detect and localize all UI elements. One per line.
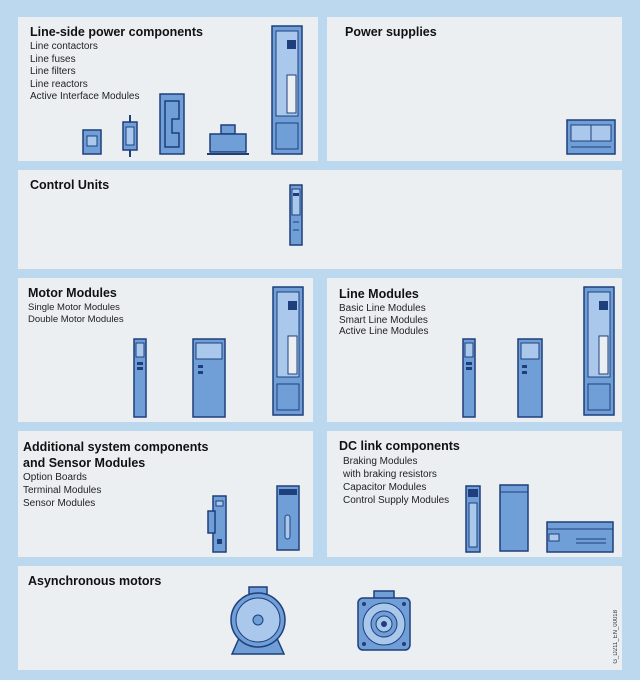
panel-line-side [18, 17, 318, 161]
braking-module-icon [465, 485, 481, 553]
figure-code: G_D211_EN_00018 [613, 610, 619, 664]
panel-title: Asynchronous motors [28, 574, 162, 588]
item-list [28, 302, 124, 325]
panel-line-modules [327, 278, 622, 422]
control-supply-module-icon [546, 521, 614, 553]
list-item: Terminal Modules [23, 484, 102, 496]
single-motor-module-icon [133, 338, 147, 418]
list-item: Capacitor Modules [343, 482, 427, 493]
list-item: Active Interface Modules [30, 91, 140, 103]
panel-title: Additional system components and Sensor Modules [23, 440, 209, 470]
item-list [23, 472, 101, 510]
list-item: Line fuses [30, 53, 76, 65]
list-item: Control Supply Modules [343, 495, 450, 506]
list-item: Line reactors [30, 78, 88, 90]
list-item: Smart Line Modules [339, 314, 428, 326]
item-list [343, 455, 449, 507]
capacitor-module-icon [499, 484, 529, 552]
panel-motor-modules [18, 278, 313, 422]
list-item: Sensor Modules [23, 497, 96, 509]
chassis-motor-module-icon [272, 286, 304, 416]
active-line-module-icon [583, 286, 615, 416]
panel-title: DC link components [339, 439, 460, 453]
servo-motor-icon [356, 590, 412, 652]
panel-title: Line-side power components [30, 25, 203, 39]
panel-title: Power supplies [345, 25, 437, 39]
list-item: with braking resistors [343, 469, 437, 480]
foot-mounted-motor-icon [228, 586, 288, 656]
terminal-module-icon [276, 485, 300, 551]
list-item: Option Boards [23, 472, 87, 483]
item-list [339, 303, 429, 338]
panel-asynchronous-motors [18, 566, 622, 670]
line-filter-icon [159, 93, 185, 155]
option-board-icon [207, 495, 227, 553]
list-item: Braking Modules [343, 456, 418, 467]
panel-power-supplies [327, 17, 622, 161]
panel-additional-components [18, 431, 313, 557]
list-item: Basic Line Modules [339, 303, 426, 314]
basic-line-module-icon [462, 338, 476, 418]
panel-title: Control Units [30, 178, 110, 192]
double-motor-module-icon [192, 338, 226, 418]
list-item: Double Motor Modules [28, 313, 124, 325]
smart-line-module-icon [517, 338, 543, 418]
control-unit-icon [289, 184, 303, 246]
panel-title: Motor Modules [28, 286, 117, 300]
list-item: Line contactors [30, 41, 98, 52]
panel-control-units [18, 170, 622, 269]
line-reactor-icon [207, 124, 249, 156]
list-item: Active Line Modules [339, 326, 429, 337]
line-contactor-icon [82, 129, 102, 155]
line-fuse-icon [122, 115, 138, 157]
power-supply-icon [566, 119, 616, 155]
list-item: Line filters [30, 66, 76, 78]
list-item: Single Motor Modules [28, 302, 120, 313]
item-list [30, 41, 140, 104]
panel-dc-link [327, 431, 622, 557]
panel-title: Line Modules [339, 287, 419, 301]
active-interface-module-icon [271, 25, 303, 155]
